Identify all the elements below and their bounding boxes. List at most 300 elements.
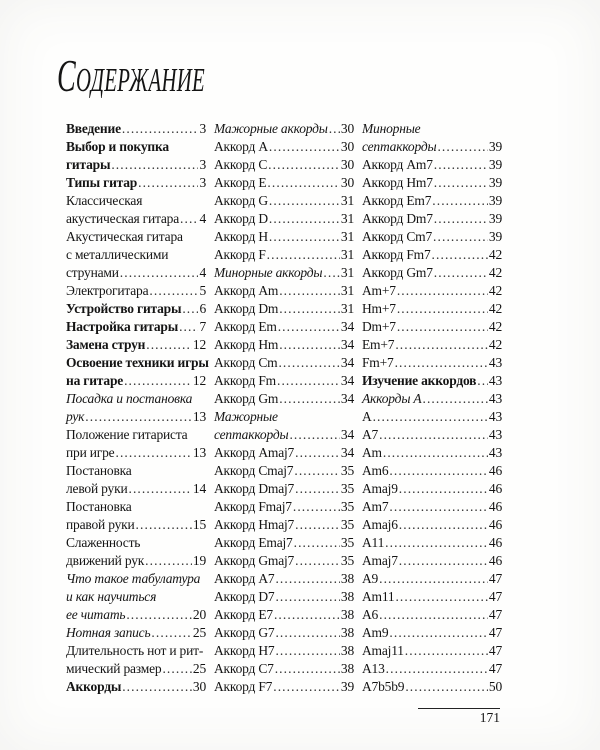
toc-entry-page-number: 31: [340, 229, 354, 244]
dot-leader: [179, 318, 198, 336]
toc-entry-page-number: 42: [488, 301, 502, 316]
toc-entry-page-number: 34: [340, 445, 354, 460]
dot-leader: [124, 372, 192, 390]
toc-entry-title: Аккорды: [66, 679, 122, 694]
toc-entry-page-number: 13: [192, 445, 206, 460]
toc-entry: [66, 210, 206, 228]
toc-entry-title: Аккорд Gmaj7: [214, 553, 295, 568]
toc-entry-title: Аккорды A: [362, 391, 422, 406]
toc-entry: [66, 588, 206, 606]
toc-columns: [66, 120, 502, 696]
toc-entry: [362, 372, 502, 390]
toc-entry-title: Аккорд Cmaj7: [214, 463, 294, 478]
toc-entry-title: правой руки: [66, 517, 135, 532]
dot-leader: [138, 174, 198, 192]
toc-entry: [66, 138, 206, 156]
toc-entry-title: Аккорд Cm: [214, 355, 278, 370]
toc-entry: [66, 498, 206, 516]
toc-entry-title: Аккорд Gm7: [362, 265, 433, 280]
toc-entry-title: Освоение техники игры: [66, 355, 209, 370]
toc-entry: [66, 192, 206, 210]
toc-entry-title: при игре: [66, 445, 115, 460]
toc-entry-page-number: 3: [199, 121, 206, 136]
toc-entry-page-number: 43: [488, 373, 502, 388]
toc-entry-title: Постановка: [66, 463, 132, 478]
toc-entry-page-number: 34: [340, 427, 354, 442]
dot-leader: [399, 480, 488, 498]
toc-entry: [362, 444, 502, 462]
toc-entry: [362, 228, 502, 246]
dot-leader: [434, 156, 488, 174]
toc-entry-title: Что такое табулатура: [66, 571, 201, 586]
dot-leader: [386, 660, 488, 678]
toc-entry: [362, 462, 502, 480]
toc-entry: [362, 552, 502, 570]
toc-entry-title: Аккорд A7: [214, 571, 275, 586]
toc-entry-title: Amaj7: [362, 553, 398, 568]
toc-entry-page-number: 43: [488, 355, 502, 370]
toc-entry-title: Типы гитар: [66, 175, 138, 190]
dot-leader: [275, 570, 339, 588]
dot-leader: [395, 336, 488, 354]
toc-entry-title: ее читать: [66, 607, 126, 622]
dot-leader: [294, 462, 340, 480]
toc-entry: [66, 300, 206, 318]
toc-entry-title: Длительность нот и рит-: [66, 643, 204, 658]
toc-entry: [66, 660, 206, 678]
toc-entry-title: Аккорд Cm7: [362, 229, 433, 244]
toc-entry-title: A9: [362, 571, 379, 586]
toc-entry: [362, 480, 502, 498]
toc-entry: [66, 228, 206, 246]
toc-entry-title: Аккорд E: [214, 175, 267, 190]
toc-entry: [66, 282, 206, 300]
toc-entry: [214, 516, 354, 534]
dot-leader: [149, 282, 198, 300]
toc-entry-page-number: 47: [488, 643, 502, 658]
toc-entry-title: Аккорд C7: [214, 661, 274, 676]
toc-entry: [362, 318, 502, 336]
toc-entry-page-number: 42: [488, 283, 502, 298]
toc-entry-page-number: 50: [488, 679, 502, 694]
toc-entry: [66, 372, 206, 390]
dot-leader: [477, 372, 488, 390]
toc-entry-title: Аккорд Em7: [362, 193, 432, 208]
toc-entry-page-number: 43: [488, 391, 502, 406]
toc-entry: [66, 534, 206, 552]
toc-entry-title: Классическая: [66, 193, 143, 208]
dot-leader: [268, 156, 340, 174]
toc-entry-page-number: 46: [488, 553, 502, 568]
toc-entry-page-number: 42: [488, 337, 502, 352]
toc-entry-title: Аккорд G7: [214, 625, 275, 640]
toc-entry: [214, 498, 354, 516]
toc-entry: [66, 570, 206, 588]
toc-entry-page-number: 15: [192, 517, 206, 532]
toc-entry: [362, 606, 502, 624]
toc-entry-page-number: 3: [199, 175, 206, 190]
toc-entry: [214, 534, 354, 552]
toc-entry-page-number: 31: [340, 211, 354, 226]
toc-entry: [66, 444, 206, 462]
toc-entry-page-number: 30: [340, 121, 354, 136]
toc-entry-page-number: 38: [340, 625, 354, 640]
dot-leader: [383, 444, 488, 462]
toc-entry-page-number: 39: [488, 211, 502, 226]
toc-entry-title: Аккорд Amaj7: [214, 445, 295, 460]
toc-entry-page-number: 38: [340, 607, 354, 622]
toc-entry-page-number: 31: [340, 265, 354, 280]
toc-entry-title: Минорные аккорды: [214, 265, 323, 280]
toc-entry: [214, 336, 354, 354]
dot-leader: [122, 678, 192, 696]
toc-entry: [66, 642, 206, 660]
toc-entry-page-number: 38: [340, 661, 354, 676]
toc-entry-page-number: 12: [192, 337, 206, 352]
toc-entry-title: Аккорд F: [214, 247, 266, 262]
toc-entry-title: Акустическая гитара: [66, 229, 183, 244]
toc-entry: [362, 246, 502, 264]
toc-entry-page-number: 34: [340, 355, 354, 370]
dot-leader: [293, 498, 340, 516]
toc-entry: [362, 210, 502, 228]
toc-entry-page-number: 12: [192, 373, 206, 388]
toc-entry-title: струнами: [66, 265, 119, 280]
toc-entry: [362, 588, 502, 606]
toc-entry-title: Введение: [66, 121, 121, 136]
dot-leader: [405, 642, 488, 660]
toc-entry-page-number: 47: [488, 607, 502, 622]
toc-entry: [66, 120, 206, 138]
toc-entry-page-number: 7: [199, 319, 206, 334]
dot-leader: [385, 534, 488, 552]
toc-entry: [214, 372, 354, 390]
dot-leader: [295, 552, 340, 570]
toc-entry-title: Am11: [362, 589, 395, 604]
toc-entry-page-number: 4: [199, 211, 206, 226]
toc-entry-title: Аккорд Fmaj7: [214, 499, 292, 514]
toc-entry: [214, 246, 354, 264]
toc-column-3: [362, 120, 502, 696]
toc-entry: [214, 624, 354, 642]
toc-entry-page-number: 34: [340, 319, 354, 334]
toc-entry-page-number: 42: [488, 265, 502, 280]
toc-entry-page-number: 46: [488, 517, 502, 532]
toc-entry: [362, 264, 502, 282]
toc-entry-title: Аккорд Dm7: [362, 211, 433, 226]
toc-entry: [214, 588, 354, 606]
toc-entry-title: Электрогитара: [66, 283, 149, 298]
toc-entry-page-number: 46: [488, 463, 502, 478]
dot-leader: [295, 444, 340, 462]
dot-leader: [151, 624, 191, 642]
toc-entry: [362, 534, 502, 552]
toc-entry-title: Аккорд Em: [214, 319, 277, 334]
toc-entry-page-number: 46: [488, 481, 502, 496]
toc-entry: [362, 660, 502, 678]
toc-entry: [214, 354, 354, 372]
toc-entry: [214, 570, 354, 588]
toc-entry: [214, 552, 354, 570]
dot-leader: [275, 642, 339, 660]
toc-entry-title: Посадка и постановка: [66, 391, 193, 406]
toc-entry-title: Amaj9: [362, 481, 398, 496]
dot-leader: [128, 480, 191, 498]
toc-entry: [66, 624, 206, 642]
toc-entry: [66, 156, 206, 174]
dot-leader: [267, 174, 339, 192]
toc-entry-page-number: 47: [488, 661, 502, 676]
toc-entry-title: Amaj11: [362, 643, 404, 658]
toc-entry: [214, 156, 354, 174]
toc-entry-page-number: 31: [340, 247, 354, 262]
toc-entry: [214, 300, 354, 318]
toc-entry-title: Аккорд Dm: [214, 301, 279, 316]
toc-entry-page-number: 35: [340, 499, 354, 514]
toc-entry: [66, 408, 206, 426]
toc-entry-title: Слаженность: [66, 535, 141, 550]
toc-entry-title: Нотная запись: [66, 625, 151, 640]
page-title: СОДЕРЖАНИЕ: [57, 50, 205, 101]
dot-leader: [162, 660, 191, 678]
toc-entry-page-number: 13: [192, 409, 206, 424]
dot-leader: [405, 678, 488, 696]
dot-leader: [274, 606, 340, 624]
toc-entry-title: движений рук: [66, 553, 145, 568]
dot-leader: [279, 300, 340, 318]
toc-entry-page-number: 35: [340, 517, 354, 532]
dot-leader: [434, 210, 488, 228]
toc-entry-title: с металлическими: [66, 247, 169, 262]
toc-column-1: [66, 120, 209, 696]
toc-entry-page-number: 39: [488, 175, 502, 190]
dot-leader: [379, 426, 488, 444]
toc-entry: [214, 210, 354, 228]
toc-entry-page-number: 31: [340, 193, 354, 208]
toc-entry: [214, 678, 354, 696]
toc-entry-title: Аккорд Hmaj7: [214, 517, 295, 532]
dot-leader: [422, 390, 487, 408]
toc-entry-title: A7: [362, 427, 379, 442]
toc-entry: [362, 642, 502, 660]
dot-leader: [277, 372, 340, 390]
dot-leader: [432, 246, 488, 264]
toc-entry: [66, 552, 206, 570]
dot-leader: [373, 408, 488, 426]
toc-entry: [214, 174, 354, 192]
dot-leader: [434, 264, 488, 282]
toc-entry-title: Am: [362, 445, 382, 460]
dot-leader: [389, 462, 487, 480]
toc-entry: [214, 462, 354, 480]
toc-entry: [362, 678, 502, 696]
dot-leader: [146, 336, 192, 354]
toc-entry-page-number: 34: [340, 337, 354, 352]
toc-entry-page-number: 30: [192, 679, 206, 694]
toc-column-2: [214, 120, 354, 696]
dot-leader: [397, 300, 488, 318]
dot-leader: [395, 588, 487, 606]
dot-leader: [399, 552, 488, 570]
dot-leader: [111, 156, 198, 174]
dot-leader: [395, 354, 488, 372]
dot-leader: [433, 228, 488, 246]
toc-entry-page-number: 34: [340, 373, 354, 388]
dot-leader: [329, 120, 340, 138]
toc-entry: [66, 318, 206, 336]
dot-leader: [389, 624, 487, 642]
toc-entry: [362, 390, 502, 408]
toc-entry-title: Мажорные: [214, 409, 278, 424]
toc-entry-page-number: 25: [192, 625, 206, 640]
toc-entry: [66, 336, 206, 354]
toc-entry: [214, 264, 354, 282]
dot-leader: [269, 228, 340, 246]
toc-entry-page-number: 46: [488, 535, 502, 550]
toc-entry: [214, 282, 354, 300]
toc-entry: [362, 498, 502, 516]
dot-leader: [269, 210, 340, 228]
toc-entry-title: акустическая гитара: [66, 211, 180, 226]
dot-leader: [122, 120, 199, 138]
dot-leader: [278, 318, 340, 336]
toc-entry-title: Аккорд Am: [214, 283, 279, 298]
toc-entry-title: левой руки: [66, 481, 128, 496]
dot-leader: [437, 138, 487, 156]
toc-entry: [66, 606, 206, 624]
toc-entry-page-number: 43: [488, 409, 502, 424]
dot-leader: [432, 192, 488, 210]
toc-entry-page-number: 42: [488, 247, 502, 262]
toc-entry: [66, 480, 206, 498]
toc-entry: [214, 426, 354, 444]
toc-entry: [214, 390, 354, 408]
dot-leader: [434, 174, 488, 192]
dot-leader: [267, 246, 340, 264]
toc-entry-title: Am7: [362, 499, 389, 514]
toc-entry: [362, 570, 502, 588]
toc-entry-title: и как научиться: [66, 589, 157, 604]
toc-entry-title: Положение гитариста: [66, 427, 188, 442]
dot-leader: [182, 300, 198, 318]
toc-entry-title: рук: [66, 409, 85, 424]
dot-leader: [136, 516, 192, 534]
dot-leader: [269, 138, 340, 156]
toc-entry-title: Amaj6: [362, 517, 398, 532]
toc-entry-title: Настройка гитары: [66, 319, 179, 334]
toc-entry: [362, 300, 502, 318]
toc-entry-title: Аккорд E7: [214, 607, 273, 622]
toc-entry: [362, 156, 502, 174]
toc-entry: [214, 138, 354, 156]
toc-entry-title: Постановка: [66, 499, 132, 514]
dot-leader: [279, 282, 340, 300]
toc-entry: [66, 390, 206, 408]
toc-entry-page-number: 31: [340, 301, 354, 316]
toc-entry-page-number: 39: [488, 229, 502, 244]
toc-entry-page-number: 42: [488, 319, 502, 334]
toc-entry: [66, 516, 206, 534]
dot-leader: [180, 210, 198, 228]
toc-entry: [214, 318, 354, 336]
toc-entry: [214, 120, 354, 138]
dot-leader: [275, 624, 339, 642]
toc-entry-title: Аккорд A: [214, 139, 268, 154]
toc-entry: [214, 660, 354, 678]
dot-leader: [115, 444, 191, 462]
toc-entry: [362, 138, 502, 156]
toc-entry-page-number: 30: [340, 139, 354, 154]
toc-entry-page-number: 39: [340, 679, 354, 694]
toc-entry-page-number: 19: [192, 553, 206, 568]
toc-entry-title: Минорные: [362, 121, 421, 136]
toc-entry-page-number: 35: [340, 535, 354, 550]
toc-entry: [362, 426, 502, 444]
toc-entry-title: Аккорд Fm7: [362, 247, 431, 262]
dot-leader: [279, 390, 340, 408]
toc-entry: [66, 462, 206, 480]
toc-entry-page-number: 25: [192, 661, 206, 676]
footer-rule: [418, 708, 500, 709]
toc-entry-title: септаккорды: [362, 139, 437, 154]
toc-entry-title: Dm+7: [362, 319, 396, 334]
dot-leader: [399, 516, 488, 534]
toc-entry-page-number: 14: [192, 481, 206, 496]
toc-entry: [362, 174, 502, 192]
toc-entry-title: Мажорные аккорды: [214, 121, 328, 136]
toc-entry-title: Аккорд Am7: [362, 157, 433, 172]
toc-entry-page-number: 6: [199, 301, 206, 316]
toc-entry: [362, 192, 502, 210]
toc-entry-page-number: 38: [340, 589, 354, 604]
toc-entry: [362, 516, 502, 534]
toc-entry: [214, 228, 354, 246]
toc-entry-page-number: 20: [192, 607, 206, 622]
toc-entry-title: Выбор и покупка: [66, 139, 169, 154]
toc-entry: [362, 354, 502, 372]
dot-leader: [295, 480, 340, 498]
toc-entry: [66, 426, 206, 444]
toc-entry: [214, 606, 354, 624]
toc-entry-page-number: 30: [340, 175, 354, 190]
toc-entry-page-number: 38: [340, 643, 354, 658]
toc-entry-page-number: 30: [340, 157, 354, 172]
dot-leader: [289, 426, 339, 444]
toc-entry-title: A13: [362, 661, 385, 676]
dot-leader: [269, 192, 340, 210]
toc-entry-title: Fm+7: [362, 355, 394, 370]
toc-entry-page-number: 4: [199, 265, 206, 280]
toc-entry-page-number: 39: [488, 193, 502, 208]
toc-entry-title: A11: [362, 535, 385, 550]
toc-entry-page-number: 39: [488, 139, 502, 154]
toc-entry-title: Аккорд G: [214, 193, 268, 208]
toc-entry-title: Am+7: [362, 283, 396, 298]
toc-entry-page-number: 34: [340, 391, 354, 406]
dot-leader: [145, 552, 192, 570]
toc-entry-title: Аккорд Dmaj7: [214, 481, 295, 496]
dot-leader: [120, 264, 199, 282]
toc-entry-title: гитары: [66, 157, 111, 172]
toc-entry-title: Em+7: [362, 337, 395, 352]
toc-entry-page-number: 47: [488, 571, 502, 586]
dot-leader: [294, 534, 340, 552]
toc-entry-title: Аккорд Fm: [214, 373, 276, 388]
toc-entry-title: мический размер: [66, 661, 162, 676]
toc-entry-title: A6: [362, 607, 379, 622]
toc-entry: [66, 174, 206, 192]
toc-entry-page-number: 35: [340, 463, 354, 478]
